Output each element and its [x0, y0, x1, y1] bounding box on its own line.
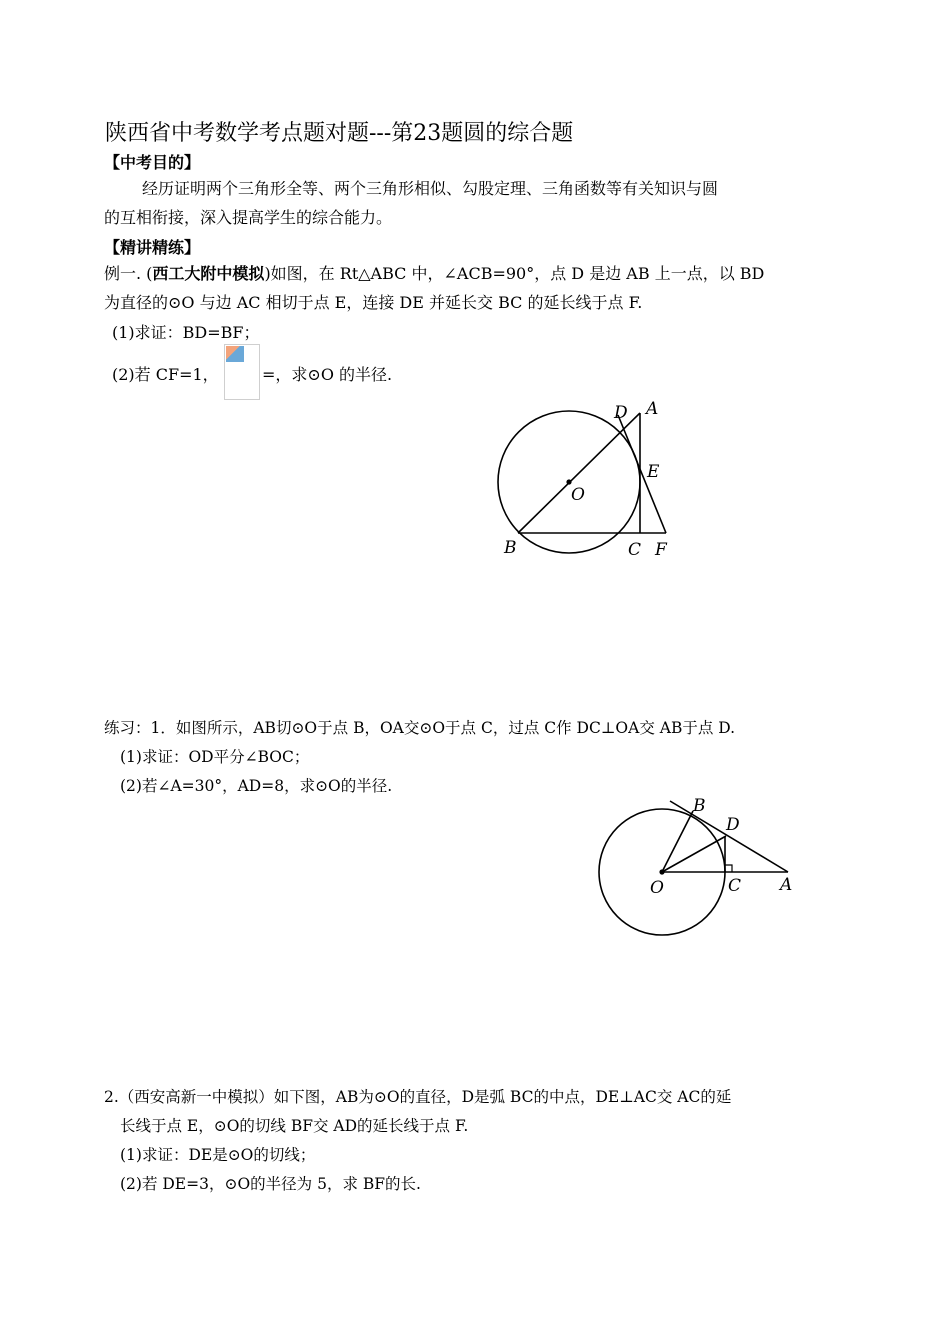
label-b: B — [504, 538, 517, 558]
label-o: O — [571, 485, 585, 505]
example1-figure — [480, 395, 690, 565]
exercise1-question2: (2)若∠A=30°，AD=8，求⊙O的半径. — [120, 777, 393, 795]
label-a: A — [780, 875, 793, 895]
center-point — [566, 479, 571, 484]
label-c: C — [728, 876, 742, 896]
example1-line2: 为直径的⊙O 与边 AC 相切于点 E，连接 DE 并延长交 BC 的延长线于点 F. — [104, 293, 643, 312]
segment-ba — [518, 413, 640, 533]
label-c: C — [628, 540, 642, 560]
label-d: D — [726, 815, 740, 835]
exercise1-figure — [590, 793, 805, 943]
center-point — [659, 869, 664, 874]
label-a: A — [646, 399, 659, 419]
goal-text-line2: 的互相衔接，深入提高学生的综合能力。 — [104, 208, 393, 227]
label-o: O — [650, 878, 664, 898]
label-d: D — [614, 403, 628, 423]
label-e: E — [647, 462, 660, 482]
goal-text-line1: 经历证明两个三角形全等、两个三角形相似、勾股定理、三角函数等有关知识与圆 — [142, 179, 719, 198]
example1-line1-rest: )如图，在 Rt△ABC 中，∠ACB=90°，点 D 是边 AB 上一点，以 BD — [264, 264, 765, 283]
section-heading-goal: 【中考目的】 — [104, 153, 201, 172]
label-f: F — [655, 540, 667, 560]
exercise2-line2: 长线于点 E，⊙O的切线 BF交 AD的延长线于点 F. — [120, 1117, 469, 1135]
exercise1-line1: 练习：1．如图所示，AB切⊙O于点 B，OA交⊙O于点 C，过点 C作 DC⊥OA交 AB于点 D. — [104, 719, 736, 737]
exercise2-question2: (2)若 DE=3，⊙O的半径为 5，求 BF的长. — [120, 1175, 421, 1193]
example1-line1 — [104, 259, 764, 288]
exercise2-question1: (1)求证：DE是⊙O的切线； — [120, 1146, 316, 1164]
section-heading-practice: 【精讲精练】 — [104, 238, 201, 257]
page-title: 陕西省中考数学考点题对题---第23题圆的综合题 — [105, 121, 574, 146]
example1-prefix: 例一. ( — [104, 264, 153, 283]
broken-image-icon — [224, 344, 260, 400]
tangent-ab — [670, 801, 788, 872]
right-angle-mark — [725, 865, 732, 872]
example1-question2-after: =，求⊙O 的半径. — [262, 365, 393, 384]
example1-source: 西工大附中模拟 — [152, 264, 265, 283]
example1-question1: (1)求证：BD=BF； — [112, 323, 260, 342]
exercise1-question1: (1)求证：OD平分∠BOC； — [120, 748, 310, 766]
label-b: B — [693, 796, 706, 816]
example1-question2-before: (2)若 CF=1， — [112, 365, 219, 384]
exercise2-line1: 2.（西安高新一中模拟）如下图，AB为⊙O的直径，D是弧 BC的中点，DE⊥AC交 AC的延 — [104, 1088, 732, 1106]
